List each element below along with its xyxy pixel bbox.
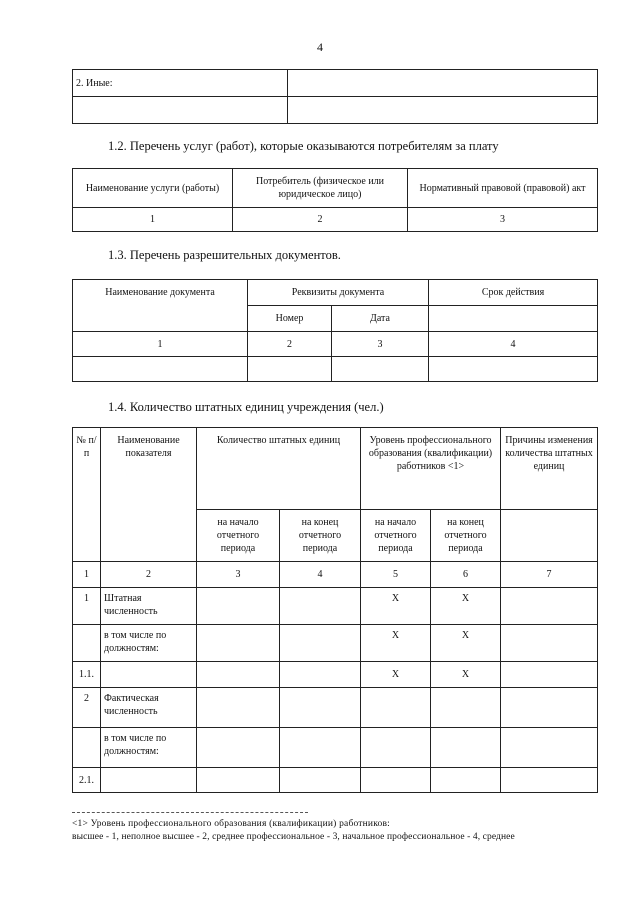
indicator-name: в том числе по должностям: bbox=[101, 728, 197, 768]
header-legal-act: Нормативный правовой (правовой) акт bbox=[408, 169, 598, 208]
not-applicable-mark: Х bbox=[431, 588, 501, 625]
empty-cell bbox=[280, 625, 361, 662]
empty-cell bbox=[288, 97, 598, 124]
not-applicable-mark bbox=[361, 688, 431, 728]
not-applicable-mark bbox=[431, 688, 501, 728]
not-applicable-mark bbox=[361, 728, 431, 768]
empty-cell bbox=[280, 728, 361, 768]
header-period-start: на начало отчетного периода bbox=[197, 510, 280, 562]
header-number: Номер bbox=[248, 306, 332, 332]
not-applicable-mark bbox=[431, 768, 501, 793]
column-number: 6 bbox=[431, 562, 501, 588]
empty-cell bbox=[280, 662, 361, 688]
empty-cell bbox=[73, 97, 288, 124]
header-education-level: Уровень профессионального образования (квалификации) работников <1> bbox=[361, 428, 501, 510]
column-number: 3 bbox=[408, 208, 598, 232]
column-number: 3 bbox=[332, 332, 429, 357]
not-applicable-mark: Х bbox=[361, 625, 431, 662]
column-number: 1 bbox=[73, 208, 233, 232]
empty-cell bbox=[197, 688, 280, 728]
empty-cell bbox=[197, 728, 280, 768]
column-number: 4 bbox=[429, 332, 598, 357]
empty-cell bbox=[501, 768, 598, 793]
empty-cell bbox=[429, 306, 598, 332]
header-indicator-name: Наименование показателя bbox=[101, 428, 197, 562]
empty-cell bbox=[501, 625, 598, 662]
paid-services-table bbox=[72, 168, 598, 232]
page-number: 4 bbox=[317, 40, 323, 54]
header-service-name: Наименование услуги (работы) bbox=[73, 169, 233, 208]
column-number: 4 bbox=[280, 562, 361, 588]
empty-cell bbox=[197, 625, 280, 662]
column-number: 3 bbox=[197, 562, 280, 588]
indicator-name bbox=[101, 768, 197, 793]
not-applicable-mark: Х bbox=[361, 588, 431, 625]
not-applicable-mark: Х bbox=[361, 662, 431, 688]
empty-cell bbox=[332, 357, 429, 382]
header-period-end: на конец отчетного периода bbox=[280, 510, 361, 562]
staff-units-table bbox=[72, 427, 598, 793]
header-period-end: на конец отчетного периода bbox=[431, 510, 501, 562]
empty-cell bbox=[248, 357, 332, 382]
section-1-2-heading: 1.2. Перечень услуг (работ), которые оказываются потребителям за плату bbox=[108, 139, 499, 153]
not-applicable-mark: Х bbox=[431, 662, 501, 688]
row-number: 2.1. bbox=[73, 768, 101, 793]
empty-cell bbox=[280, 688, 361, 728]
empty-cell bbox=[73, 357, 248, 382]
empty-cell bbox=[501, 588, 598, 625]
empty-cell bbox=[501, 662, 598, 688]
empty-cell bbox=[197, 768, 280, 793]
empty-cell bbox=[501, 728, 598, 768]
header-document-requisites: Реквизиты документа bbox=[248, 280, 429, 306]
empty-cell bbox=[197, 588, 280, 625]
other-label-cell bbox=[73, 70, 288, 97]
other-label: 2. Иные: bbox=[76, 77, 113, 89]
column-number: 2 bbox=[233, 208, 408, 232]
column-number: 1 bbox=[73, 562, 101, 588]
header-period-start: на начало отчетного периода bbox=[361, 510, 431, 562]
empty-cell bbox=[280, 588, 361, 625]
header-consumer: Потребитель (физическое или юридическое лицо) bbox=[233, 169, 408, 208]
other-table bbox=[72, 69, 598, 124]
column-number: 2 bbox=[101, 562, 197, 588]
header-change-reasons: Причины изменения количества штатных единиц bbox=[501, 428, 598, 510]
column-number: 2 bbox=[248, 332, 332, 357]
header-staff-count: Количество штатных единиц bbox=[197, 428, 361, 510]
section-1-3-heading: 1.3. Перечень разрешительных документов. bbox=[108, 248, 341, 262]
column-number: 7 bbox=[501, 562, 598, 588]
section-1-4-heading: 1.4. Количество штатных единиц учреждения (чел.) bbox=[108, 400, 384, 414]
column-number: 5 bbox=[361, 562, 431, 588]
column-number: 1 bbox=[73, 332, 248, 357]
row-number: 1.1. bbox=[73, 662, 101, 688]
footnote-line-1: <1> Уровень профессионального образования (квалификации) работников: bbox=[72, 819, 391, 829]
not-applicable-mark: Х bbox=[431, 625, 501, 662]
empty-cell bbox=[429, 357, 598, 382]
empty-cell bbox=[197, 662, 280, 688]
header-date: Дата bbox=[332, 306, 429, 332]
header-document-name: Наименование документа bbox=[73, 280, 248, 332]
footnote-line-2: высшее - 1, неполное высшее - 2, среднее профессиональное - 3, начальное профессиональное - 4, среднее bbox=[72, 832, 515, 842]
not-applicable-mark bbox=[431, 728, 501, 768]
header-row-number: № п/п bbox=[73, 428, 101, 562]
header-validity: Срок действия bbox=[429, 280, 598, 306]
indicator-name: Штатная численность bbox=[101, 588, 197, 625]
row-number: 2 bbox=[73, 688, 101, 728]
indicator-name: Фактическая численность bbox=[101, 688, 197, 728]
empty-cell bbox=[280, 768, 361, 793]
footnote-separator bbox=[72, 812, 308, 813]
indicator-name: в том числе по должностям: bbox=[101, 625, 197, 662]
row-number: 1 bbox=[73, 588, 101, 625]
indicator-name bbox=[101, 662, 197, 688]
empty-cell bbox=[288, 70, 598, 97]
empty-cell bbox=[501, 510, 598, 562]
permits-table bbox=[72, 279, 598, 382]
row-number bbox=[73, 625, 101, 662]
not-applicable-mark bbox=[361, 768, 431, 793]
row-number bbox=[73, 728, 101, 768]
empty-cell bbox=[501, 688, 598, 728]
